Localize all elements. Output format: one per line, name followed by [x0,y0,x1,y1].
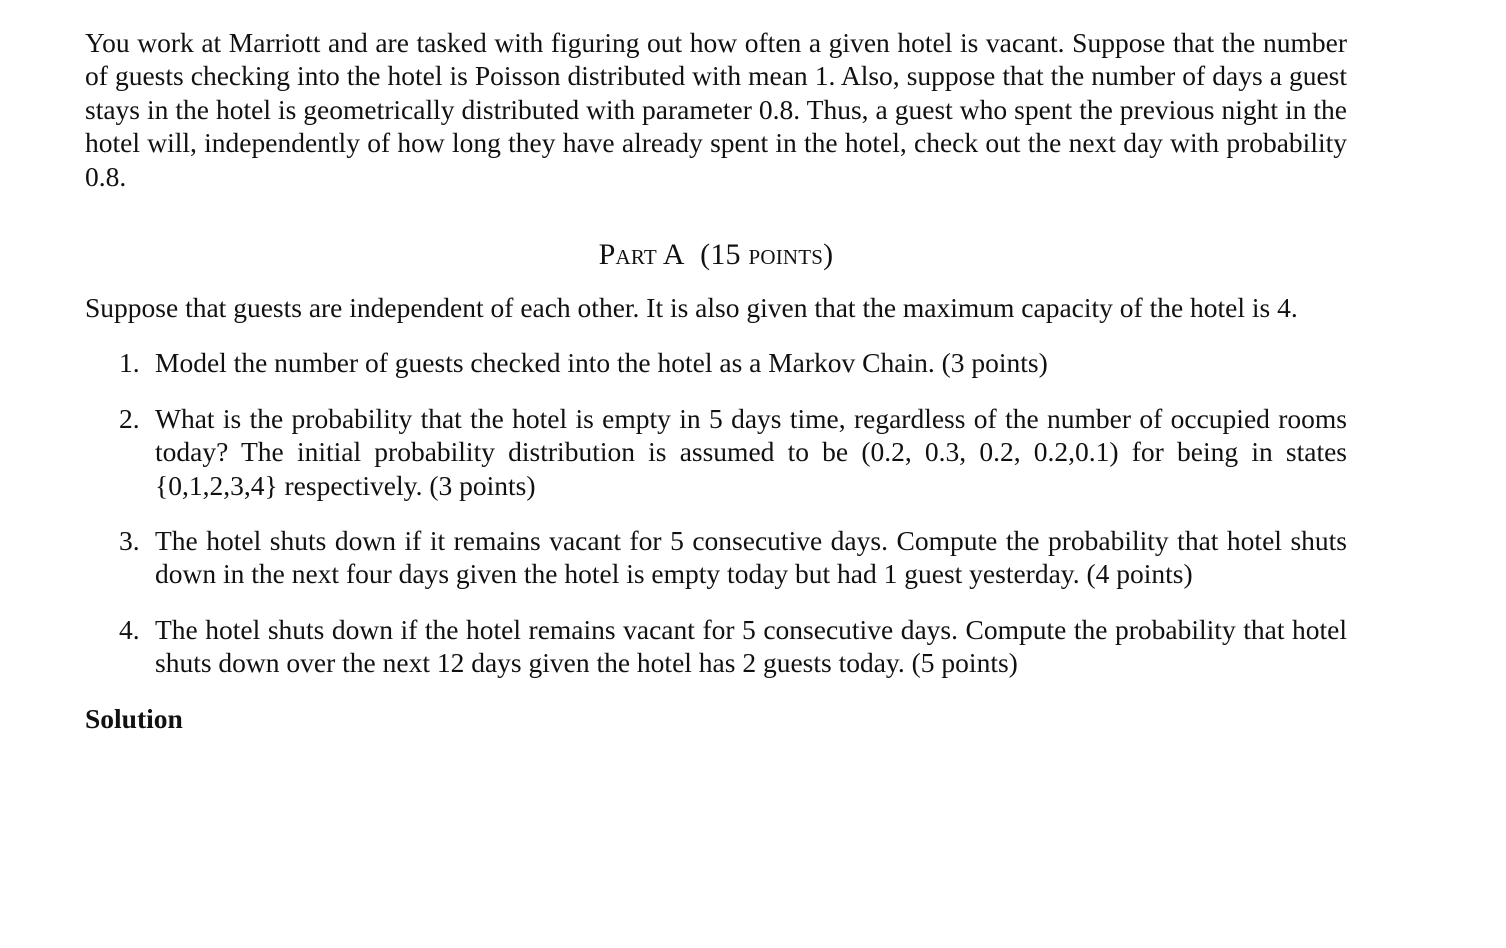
question-number: 1. [119,347,140,379]
question-text: The hotel shuts down if it remains vacant for 5 consecutive days. Compute the probability that hotel shuts down in the next four days given the hotel is empty today but had 1 guest yesterday. (4 points) [155,525,1347,590]
question-item-1 [85,346,1347,379]
part-a-title: Part A [598,238,685,272]
question-text: Model the number of guests checked into the hotel as a Markov Chain. (3 points) [155,347,1048,379]
question-number: 4. [119,613,140,645]
problem-intro-paragraph: You work at Marriott and are tasked with figuring out how often a given hotel is vacant. Suppose that the number of guests checking into the hotel is Poisson distributed with mean 1. Also, suppose that the number of days a guest stays in the hotel is geometrically distributed with parameter 0.8. Thus, a guest who spent the previous night in the hotel will, independently of how long they have already spent in the hotel, check out the next day with probability 0.8. [85,27,1347,192]
question-text: The hotel shuts down if the hotel remains vacant for 5 consecutive days. Compute the probability that hotel shuts down over the next 12 days given the hotel has 2 guests today. (5 points) [155,613,1347,679]
question-number: 2. [119,402,140,434]
question-list [85,346,1347,679]
question-text: What is the probability that the hotel is empty in 5 days time, regardless of the number of occupied rooms today? The initial probability distribution is assumed to be (0.2, 0.3, 0.2, 0.2,0.1) for being in states {0,1,2,3,4} respectively. (3 points) [155,402,1347,501]
question-item-4 [85,613,1347,680]
part-a-points: (15 points) [700,238,834,272]
document-page [85,26,1347,735]
part-a-heading [85,237,1347,273]
question-item-2 [85,402,1347,502]
question-item-3 [85,524,1347,591]
solution-heading: Solution [85,702,183,734]
part-a-description: Suppose that guests are independent of each other. It is also given that the maximum capacity of the hotel is 4. [85,292,1298,324]
question-number: 3. [119,525,140,557]
